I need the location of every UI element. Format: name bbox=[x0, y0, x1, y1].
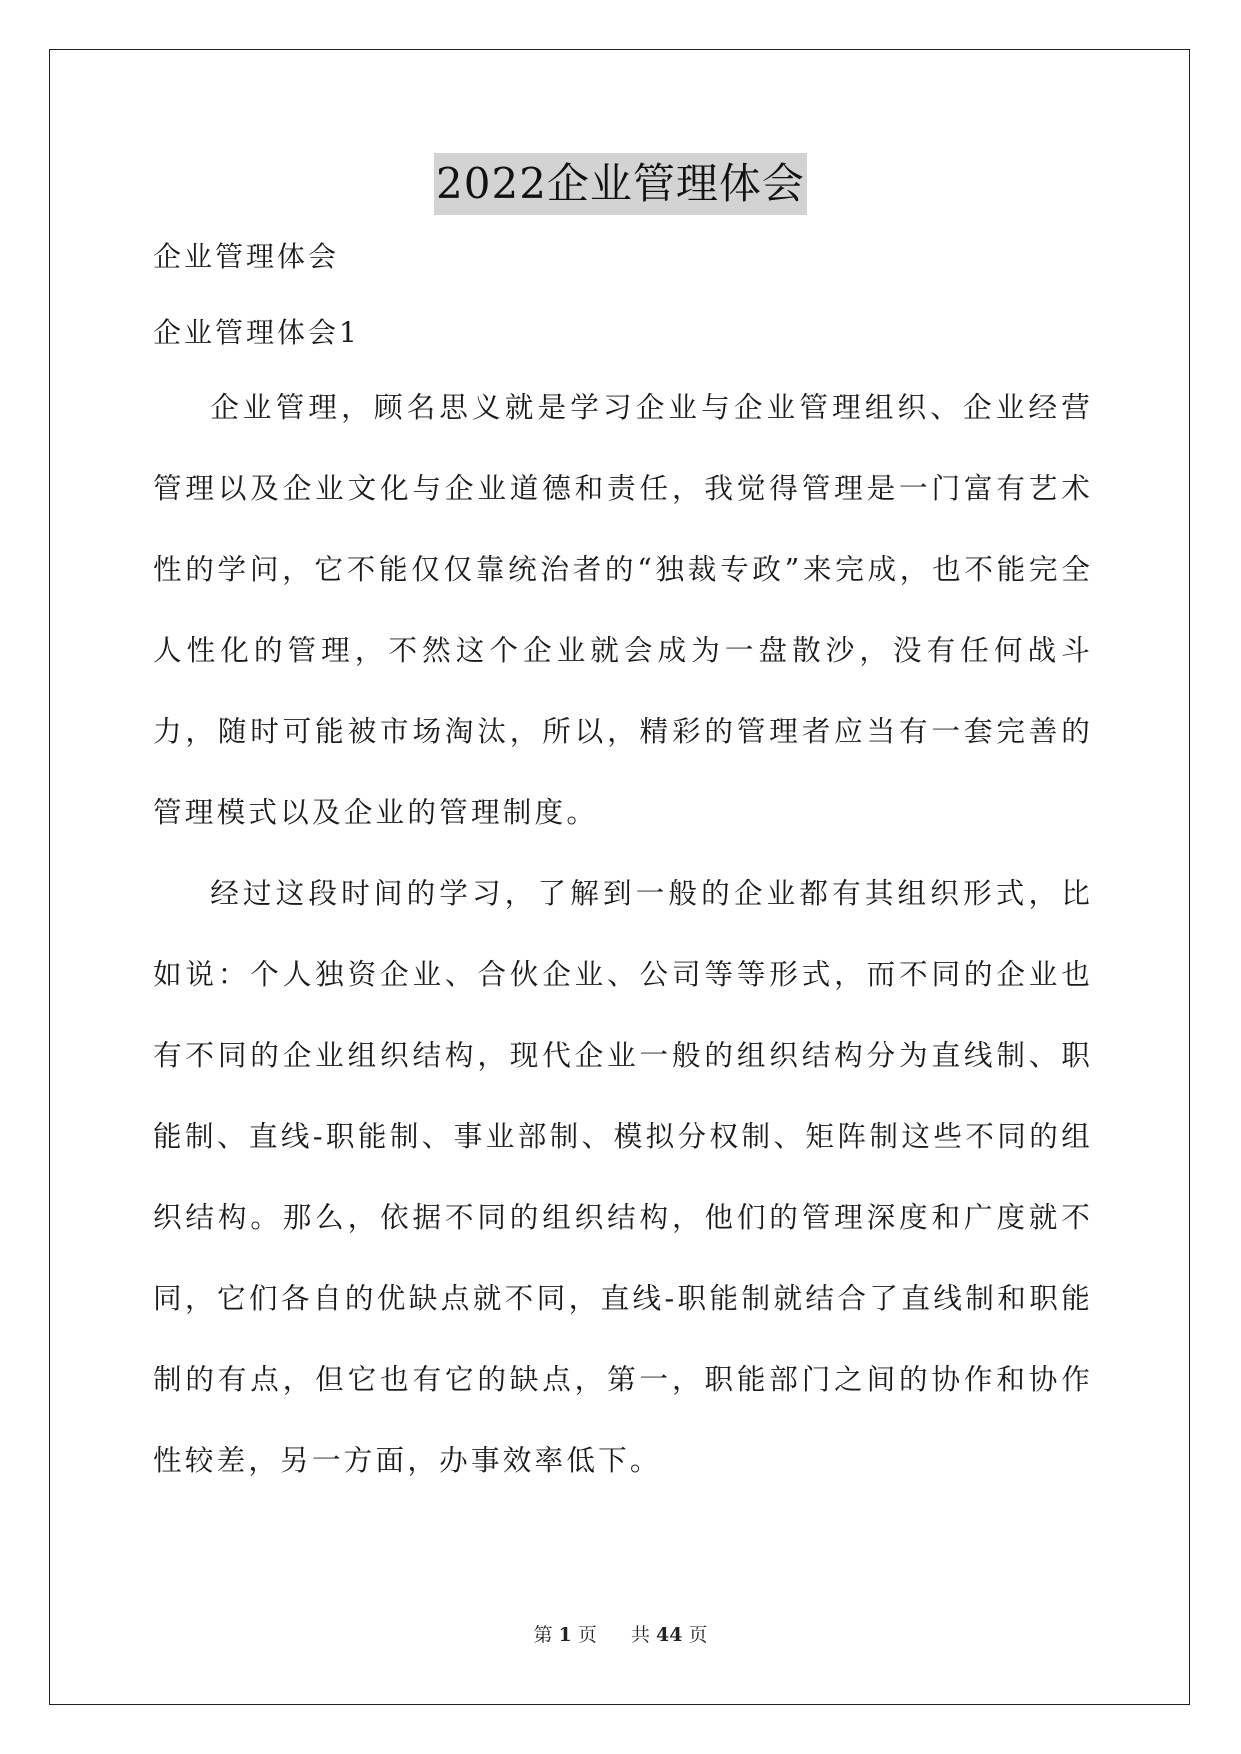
total-suffix: 页 bbox=[688, 1624, 708, 1646]
page-footer bbox=[0, 1620, 1241, 1647]
document-title: 2022企业管理体会 bbox=[434, 153, 807, 215]
title-container bbox=[0, 153, 1241, 215]
current-page-number: 1 bbox=[558, 1624, 572, 1646]
total-prefix: 共 bbox=[630, 1624, 650, 1646]
subsection-heading: 企业管理体会1 bbox=[153, 316, 360, 349]
paragraph-1: 企业管理，顾名思义就是学习企业与企业管理组织、企业经营管理以及企业文化与企业道德和责任，我觉得管理是一门富有艺术性的学问，它不能仅仅靠统治者的“独裁专政”来完成，也不能完全人性化的管理，不然这个企业就会成为一盘散沙，没有任何战斗力，随时可能被市场淘汰，所以，精彩的管理者应当有一套完善的管理模式以及企业的管理制度。 bbox=[153, 390, 1093, 829]
total-page-count: 44 bbox=[656, 1624, 683, 1646]
paragraph-2: 经过这段时间的学习，了解到一般的企业都有其组织形式，比如说：个人独资企业、合伙企业、公司等等形式，而不同的企业也有不同的企业组织结构，现代企业一般的组织结构分为直线制、职能制、直线-职能制、事业部制、模拟分权制、矩阵制这些不同的组织结构。那么，依据不同的组织结构，他们的管理深度和广度就不同，它们各自的优缺点就不同，直线-职能制就结合了直线制和职能制的有点，但它也有它的缺点，第一，职能部门之间的协作和协作性较差，另一方面，办事效率低下。 bbox=[153, 876, 1093, 1477]
page-prefix: 第 bbox=[533, 1624, 553, 1646]
section-heading: 企业管理体会 bbox=[153, 240, 340, 273]
body-text bbox=[153, 367, 1093, 1501]
page-suffix: 页 bbox=[577, 1624, 597, 1646]
